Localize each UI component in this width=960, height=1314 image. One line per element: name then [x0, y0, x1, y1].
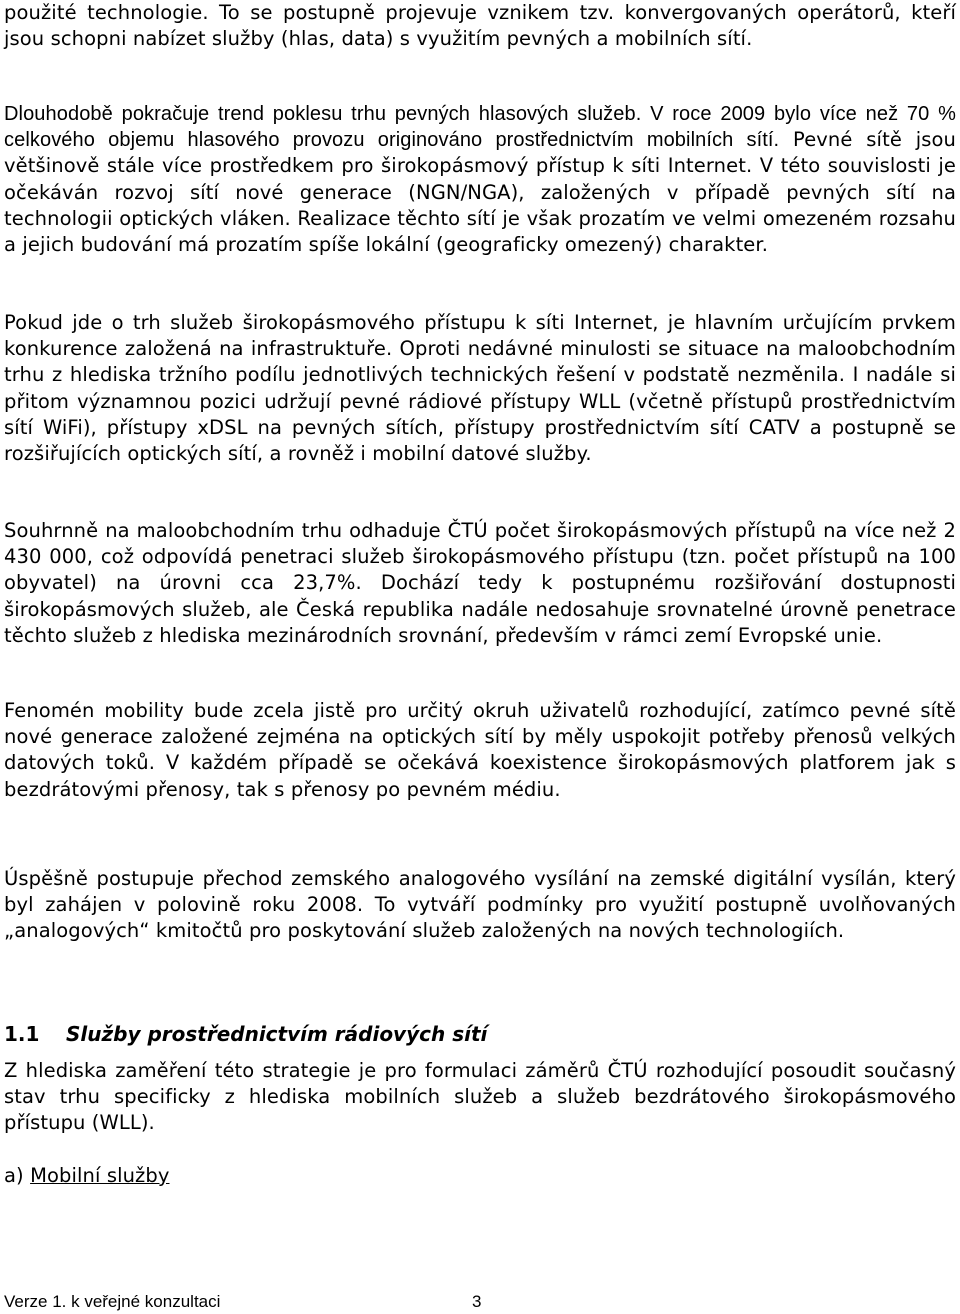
paragraph-digital-broadcast-text: Úspěšně postupuje přechod zemského analogového vysílání na zemské digitální vysílán, který byl zahájen v polovině roku 2008. To vytváří podmínky pro využití postupně uvolňovaných „analogových“ kmitočtů pro poskytování služeb založených na nových technologiích.: [4, 867, 956, 943]
paragraph-mobility: [4, 698, 956, 803]
paragraph-broadband-market-text: Pokud jde o trh služeb širokopásmového přístupu k síti Internet, je hlavním určujícím prvkem konkurence založená na infrastruktuře. Oproti nedávné minulosti se situace na maloobchodním trhu z hlediska tržního podílu jednotlivých technických řešení v podstatě nezměnila. I nadále si přitom významnou pozici udržují pevné rádiové přístupy WLL (včetně přístupů prostřednictvím sítí WiFi), přístupy xDSL na pevných sítích, přístupy prostřednictvím sítí CATV a postupně se rozšiřujících optických sítí, a rovněž i mobilní datové služby.: [4, 311, 956, 466]
paragraph-digital-broadcast: [4, 866, 956, 945]
list-item: [4, 1163, 956, 1189]
paragraph-penetration: [4, 518, 956, 649]
paragraph-strategy-text: Z hlediska zaměření této strategie je pro formulaci záměrů ČTÚ rozhodující posoudit současný stav trhu specificky z hlediska mobilních služeb a služeb bezdrátového širokopásmového přístupu (WLL).: [4, 1059, 956, 1135]
paragraph-strategy: [4, 1058, 956, 1137]
footer-page-number: 3: [472, 1292, 482, 1311]
paragraph-fixed-networks-part-a: Dlouhodobě pokračuje trend poklesu trhu pevných hlasových služeb. V roce 2009 bylo více než 70 % celkového objemu hlasového provozu originováno prostřednictvím mobilních sítí.: [4, 103, 956, 152]
footer-version-label: Verze 1. k veřejné konzultaci: [4, 1292, 221, 1311]
paragraph-fixed-networks: [4, 101, 956, 258]
list-item-marker: a): [4, 1164, 24, 1187]
section-heading-title: Služby prostřednictvím rádiových sítí: [66, 1022, 488, 1046]
intro-paragraph: [4, 0, 956, 52]
paragraph-broadband-market: [4, 310, 956, 467]
list-item-label: Mobilní služby: [30, 1164, 170, 1187]
section-heading-number: 1.1: [4, 1022, 40, 1046]
intro-line-1: použité technologie. To se postupně projevuje vznikem tzv. konvergovaných: [4, 1, 787, 24]
paragraph-mobility-text: Fenomén mobility bude zcela jistě pro určitý okruh uživatelů rozhodující, zatímco pevné sítě nové generace založené zejména na optických sítí by měly uspokojit potřeby přenosů velkých datových toků. V každém případě se očekává koexistence širokopásmových platforem jak s bezdrátovými přenosy, tak s přenosy po pevném médiu.: [4, 699, 956, 801]
paragraph-fixed-networks-part-c: V této souvislosti je očekáván rozvoj sítí nové generace (NGN/NGA), založených v případě pevných sítí na technologii optických vláken. Realizace těchto sítí je však prozatím ve velmi omezeném rozsahu a jejich budování má prozatím spíše lokální (geograficky omezený) charakter.: [4, 154, 956, 257]
intro-line-2: operátorů, kteří jsou schopni nabízet služby (hlas, data) s využitím pevných a: [4, 1, 956, 51]
paragraph-fixed-networks-part-b: Pevné sítě jsou většinově stále více prostředkem pro širokopásmový přístup k síti Internet.: [4, 128, 956, 178]
intro-line-3: mobilních sítí.: [614, 27, 753, 51]
paragraph-penetration-text: Souhrnně na maloobchodním trhu odhaduje ČTÚ počet širokopásmových přístupů na více než 2 430 000, což odpovídá penetraci služeb širokopásmového přístupu (tzn. počet přístupů na 100 obyvatel) na úrovni cca 23,7%. Dochází tedy k postupnému rozšiřování dostupnosti širokopásmových služeb, ale Česká republika nadále nedosahuje srovnatelné úrovně penetrace těchto služeb z hlediska mezinárodních srovnání, především v rámci zemí Evropské unie.: [4, 519, 956, 647]
section-heading: [4, 1020, 487, 1048]
